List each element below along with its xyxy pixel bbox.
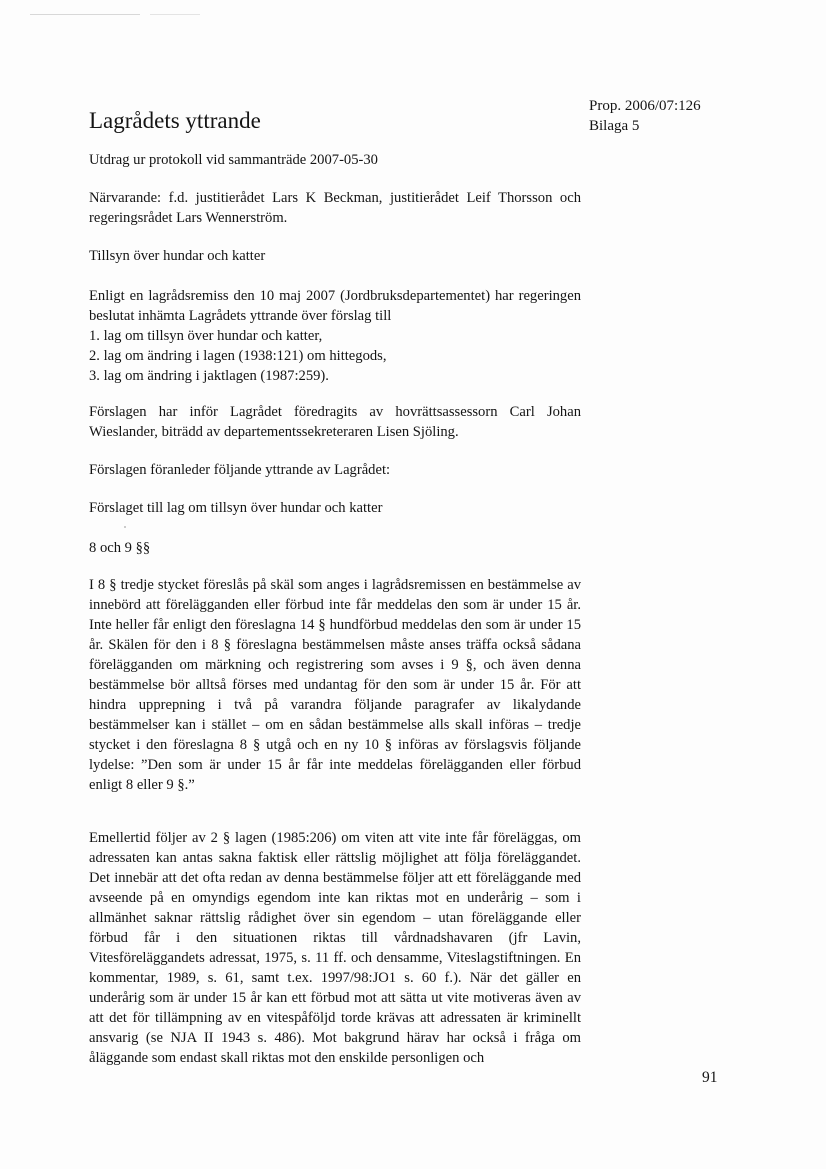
scan-artifact-line (30, 14, 140, 15)
bilaga-label: Bilaga 5 (589, 118, 640, 134)
section-heading: 8 och 9 §§ (89, 540, 151, 556)
subject-heading: Tillsyn över hundar och katter (89, 248, 266, 264)
presented-paragraph: Förslagen har inför Lagrådet föredragits av hovrättsassessorn Carl Johan Wieslander, biträdd av departementssekreteraren Lisen Sjöling. (89, 404, 581, 440)
page-number: 91 (702, 1069, 718, 1086)
remiss-item: 2. lag om ändring i lagen (1938:121) om hittegods, (89, 348, 387, 364)
remiss-intro: Enligt en lagrådsremiss den 10 maj 2007 (Jordbruksdepartementet) har regeringen beslutat inhämta Lagrådets yttrande över förslag till (89, 288, 581, 324)
protocol-line: Utdrag ur protokoll vid sammanträde 2007-05-30 (89, 152, 378, 168)
page-title: Lagrådets yttrande (89, 108, 261, 133)
prop-number: Prop. 2006/07:126 (589, 98, 701, 114)
remiss-section (89, 286, 581, 386)
remiss-item: 3. lag om ändring i jaktlagen (1987:259). (89, 368, 329, 384)
proposal-heading: Förslaget till lag om tillsyn över hundar och katter (89, 500, 383, 516)
proposition-reference (589, 96, 701, 136)
present-members: Närvarande: f.d. justitierådet Lars K Beckman, justitierådet Leif Thorsson och regeringsrådet Lars Wennerström. (89, 190, 581, 226)
scan-artifact-line (150, 14, 200, 15)
scan-speck (124, 526, 126, 528)
paragraph-2: Emellertid följer av 2 § lagen (1985:206) om viten att vite inte får föreläggas, om adressaten kan antas sakna faktisk eller rättslig möjlighet att följa föreläggandet. Det innebär att det ofta redan av denna bestämmelse följer att ett föreläggande med avseende på en omyndigs egendom inte kan riktas mot en underårig – som i allmänhet saknar rättslig rådighet över sin egendom – utan föreläggande eller förbud får i den situationen riktas till vårdnadshavaren (jfr Lavin, Vitesföreläggandets adressat, 1975, s. 11 ff. och densamme, Viteslagstiftningen. En kommentar, 1989, s. 61, samt t.ex. 1997/98:JO1 s. 60 f.). När det gäller en underårig som är under 15 år kan ett förbud mot att sätta ut vite motiveras även av att det för tillämpning av en vitespåföljd torde krävas att adressaten är kriminellt ansvarig (se NJA II 1943 s. 486). Mot bakgrund härav har också i fråga om åläggande som endast skall riktas mot den enskilde personligen och (89, 830, 581, 1066)
remiss-item: 1. lag om tillsyn över hundar och katter, (89, 328, 323, 344)
paragraph-1: I 8 § tredje stycket föreslås på skäl som anges i lagrådsremissen en bestämmelse av innebörd att förelägganden eller förbud inte får meddelas den som är under 15 år. Inte heller får enligt den föreslagna 14 § hundförbud meddelas den som är under 15 år. Skälen för den i 8 § föreslagna bestämmelsen måste anses träffa också sådana förelägganden om märkning och registrering som avses i 9 §, och även denna bestämmelse bör alltså förses med undantag för den som är under 15 år. För att hindra upprepning i två på varandra följande paragrafer av likalydande bestämmelser kan i stället – om en sådan bestämmelse alls skall införas – tredje stycket i den föreslagna 8 § utgå och en ny 10 § införas av förslagsvis följande lydelse: ”Den som är under 15 år får inte meddelas förelägganden eller förbud enligt 8 eller 9 §.” (89, 577, 581, 793)
leads-to-line: Förslagen föranleder följande yttrande av Lagrådet: (89, 462, 391, 478)
